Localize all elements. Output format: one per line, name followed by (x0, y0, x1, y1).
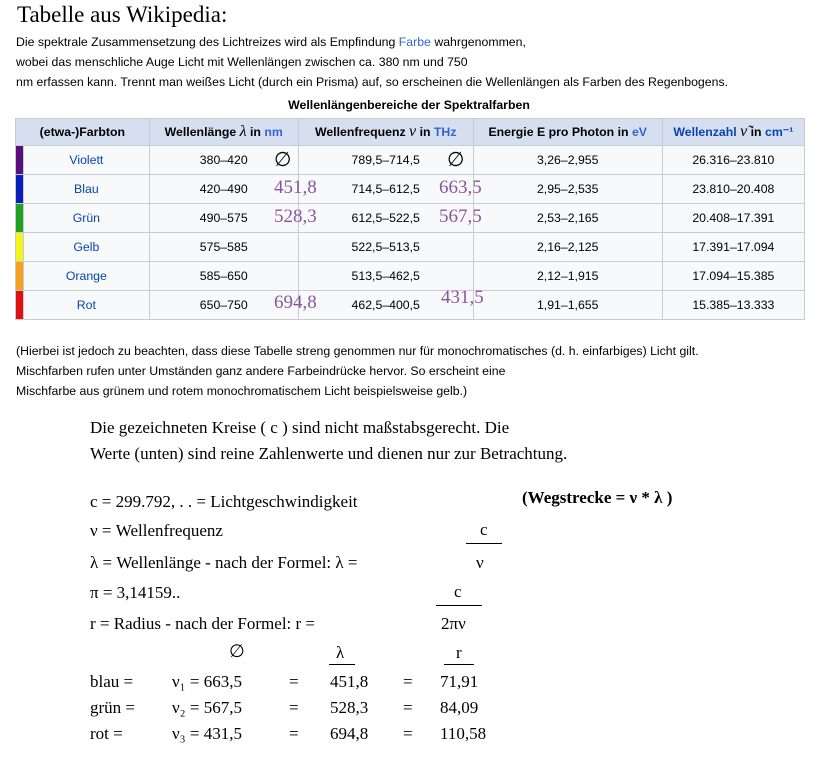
nu-symbol: ν (409, 123, 417, 140)
wavenumber-cell: 20.408–17.391 (662, 204, 804, 233)
wavenumber-cell: 17.391–17.094 (662, 233, 804, 262)
header-farbton: (etwa-)Farbton (16, 119, 150, 146)
intro-line-1 (16, 35, 526, 49)
table-row (16, 204, 805, 233)
result-frequency: ν₁ = 663,5 (172, 672, 242, 691)
energy-cell: 2,12–1,915 (473, 262, 662, 291)
ev-link[interactable]: eV (631, 125, 647, 139)
def-lambda: λ = Wellenlänge - nach der Formel: λ = (90, 553, 358, 572)
color-swatch (16, 262, 24, 291)
frac-r-numerator: c (454, 582, 462, 601)
wavelength-cell: 585–650 (149, 262, 298, 291)
frequency-cell: 789,5–714,5 (298, 146, 473, 175)
def-wegstrecke: (Wegstrecke = ν * λ ) (522, 488, 673, 507)
wavenumber-cell: 23.810–20.408 (662, 175, 804, 204)
frequency-cell: 462,5–400,5 (298, 291, 473, 320)
table-row (16, 262, 805, 291)
annotation-blau-lambda: 451,8 (274, 177, 317, 198)
annotation-rot-lambda: 694,8 (274, 292, 317, 313)
results-header-r: r (456, 643, 462, 662)
table-row (16, 291, 805, 320)
header-underline (329, 664, 355, 665)
diameter-icon: ∅ (229, 641, 245, 662)
frequency-cell: 522,5–513,5 (298, 233, 473, 262)
color-name[interactable]: Orange (24, 262, 150, 291)
wavenumber-cell: 15.385–13.333 (662, 291, 804, 320)
thz-link[interactable]: THz (433, 125, 457, 139)
fraction-bar (466, 543, 502, 544)
frequency-cell: 612,5–522,5 (298, 204, 473, 233)
result-radius: 84,09 (440, 698, 479, 717)
result-wavelength: 694,8 (330, 724, 369, 743)
wavelength-cell: 650–750 (149, 291, 298, 320)
color-name[interactable]: Violett (24, 146, 150, 175)
color-name[interactable]: Rot (24, 291, 150, 320)
result-equals: = (403, 672, 413, 691)
result-radius: 110,58 (440, 724, 487, 743)
header-wellenzahl: Wellenzahl ν̃ in cm⁻¹ (662, 119, 804, 146)
table-row (16, 175, 805, 204)
annotation-gruen-nu: 567,5 (439, 206, 482, 227)
energy-cell: 2,95–2,535 (473, 175, 662, 204)
frac-r-denominator: 2πν (441, 614, 466, 633)
note-line-2: Mischfarben rufen unter Umständen ganz andere Farbeindrücke hervor. So erscheint eine (16, 364, 506, 378)
result-label: rot = (90, 724, 123, 743)
result-equals: = (403, 698, 413, 717)
result-frequency: ν₃ = 431,5 (172, 724, 242, 743)
cm-link[interactable]: cm⁻¹ (765, 125, 794, 139)
frequency-cell: 513,5–462,5 (298, 262, 473, 291)
table-row (16, 146, 805, 175)
nu-tilde-symbol: ν̃ (740, 123, 748, 140)
wavelength-cell: 575–585 (149, 233, 298, 262)
color-name[interactable]: Gelb (24, 233, 150, 262)
note-line-1: (Hierbei ist jedoch zu beachten, dass diese Tabelle streng genommen nur für monochromatisches (d. h. einfarbiges) Licht gilt. (16, 344, 699, 358)
result-wavelength: 451,8 (330, 672, 369, 691)
intro-line-3: nm erfassen kann. Trennt man weißes Licht (durch ein Prisma) auf, so erscheinen die Wellenlängen als Farben des Regenbogens. (16, 75, 729, 89)
color-swatch (16, 204, 24, 233)
intro-line-2: wobei das menschliche Auge Licht mit Wellenlängen zwischen ca. 380 nm und 750 (16, 55, 468, 69)
explanation-line-1: Die gezeichneten Kreise ( c ) sind nicht maßstabsgerecht. Die (90, 418, 510, 437)
lambda-symbol: λ (239, 123, 247, 140)
wavelength-cell: 420–490 (149, 175, 298, 204)
def-pi: π = 3,14159.. (90, 583, 181, 602)
energy-cell: 2,53–2,165 (473, 204, 662, 233)
page-title: Tabelle aus Wikipedia: (17, 2, 228, 27)
color-swatch (16, 291, 24, 320)
header-wellenlaenge: Wellenlänge λ in nm (149, 119, 298, 146)
explanation-line-2: Werte (unten) sind reine Zahlenwerte und dienen nur zur Betrachtung. (90, 444, 568, 463)
result-frequency: ν₂ = 567,5 (172, 698, 242, 717)
color-name[interactable]: Blau (24, 175, 150, 204)
diameter-icon: ∅ (274, 147, 292, 171)
annotation-gruen-lambda: 528,3 (274, 206, 317, 227)
wavelength-cell: 380–420 (149, 146, 298, 175)
energy-cell: 1,91–1,655 (473, 291, 662, 320)
header-energie: Energie E pro Photon in eV (473, 119, 662, 146)
wellenzahl-link[interactable]: Wellenzahl (673, 125, 737, 139)
spectral-colors-table (15, 118, 805, 320)
frequency-cell: 714,5–612,5 (298, 175, 473, 204)
frac-lambda-denominator: ν (476, 553, 484, 572)
nm-link[interactable]: nm (264, 125, 283, 139)
color-name[interactable]: Grün (24, 204, 150, 233)
note-line-3: Mischfarbe aus grünem und rotem monochromatischem Licht beispielsweise gelb.) (16, 384, 468, 398)
energy-cell: 3,26–2,955 (473, 146, 662, 175)
annotation-rot-nu: 431,5 (441, 287, 484, 308)
def-c: c = 299.792, . . = Lichtgeschwindigkeit (90, 492, 358, 511)
result-radius: 71,91 (440, 672, 479, 691)
color-swatch (16, 233, 24, 262)
result-equals: = (289, 698, 299, 717)
wavenumber-cell: 26.316–23.810 (662, 146, 804, 175)
annotation-blau-nu: 663,5 (439, 177, 482, 198)
result-equals: = (289, 672, 299, 691)
table-caption: Wellenlängenbereiche der Spektralfarben (288, 98, 530, 112)
diameter-icon: ∅ (447, 147, 465, 171)
result-equals: = (403, 724, 413, 743)
frac-lambda-numerator: c (480, 520, 488, 539)
result-label: blau = (90, 672, 134, 691)
def-nu: ν = Wellenfrequenz (90, 521, 223, 540)
color-swatch (16, 146, 24, 175)
farbe-link[interactable]: Farbe (398, 35, 431, 49)
result-equals: = (289, 724, 299, 743)
table-row (16, 233, 805, 262)
wavelength-cell: 490–575 (149, 204, 298, 233)
results-header-lambda: λ (336, 643, 345, 662)
header-underline (444, 664, 474, 665)
intro-line-1-prefix: Die spektrale Zusammensetzung des Lichtreizes wird als Empfindung (16, 35, 396, 49)
wavenumber-cell: 17.094–15.385 (662, 262, 804, 291)
table-header-row (16, 119, 805, 146)
result-label: grün = (90, 698, 135, 717)
color-swatch (16, 175, 24, 204)
energy-cell: 2,16–2,125 (473, 233, 662, 262)
intro-line-1-suffix: wahrgenommen, (434, 35, 526, 49)
header-frequenz: Wellenfrequenz ν in THz (298, 119, 473, 146)
def-r: r = Radius - nach der Formel: r = (90, 614, 316, 633)
fraction-bar (436, 605, 482, 606)
result-wavelength: 528,3 (330, 698, 369, 717)
